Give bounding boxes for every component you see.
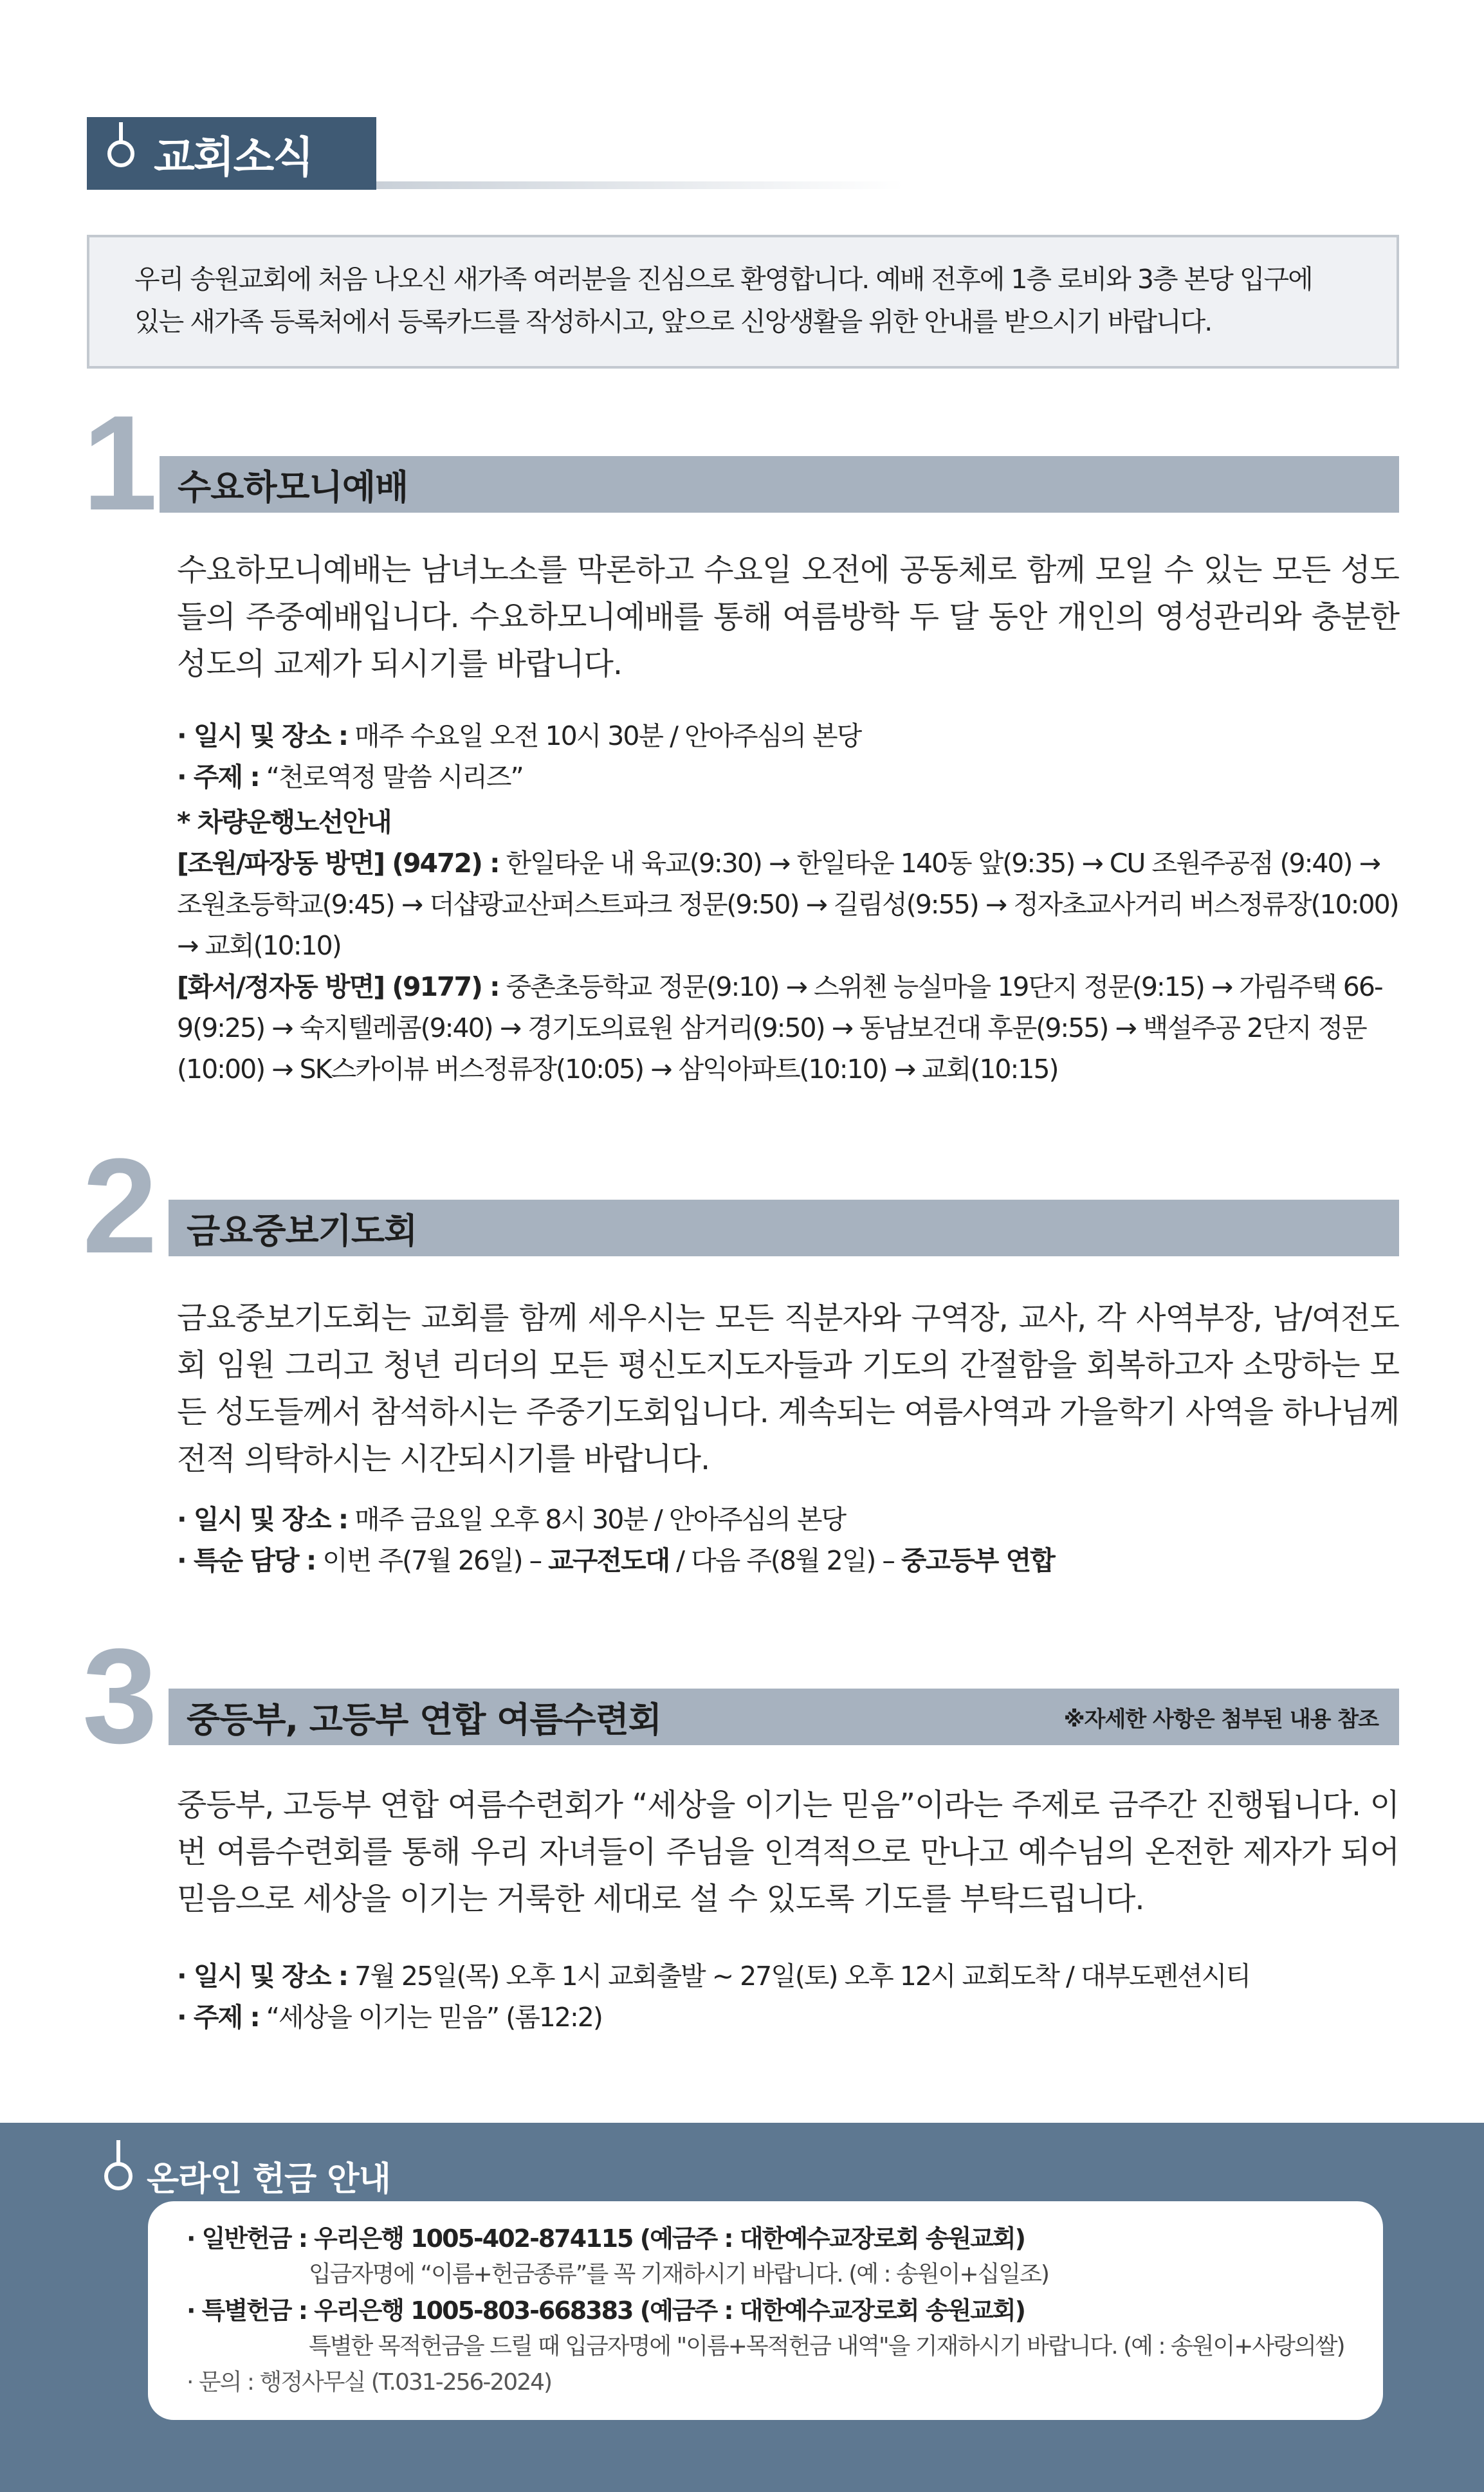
section-details-1	[177, 715, 1399, 1090]
schedule-line	[177, 715, 1399, 756]
route-1-value: 한일타운 내 육교(9:30) → 한일타운 140동 앞(9:35) → CU 조원주공점 (9:40) → 조원초등학교(9:45) → 더샵광교산퍼스트파크 정문(9:50) → 길림성(9:55) → 정자초교사거리 버스정류장(10:00) → 교회(10:10)	[177, 848, 1398, 961]
special-offering-note: 특별한 목적헌금을 드릴 때 입금자명에 "이름+목적헌금 내역"을 기재하시기 바랍니다. (예 : 송원이+사랑의쌀)	[309, 2333, 1344, 2359]
welcome-box	[87, 235, 1399, 369]
duty-value-1: 이번 주(7월 26일) –	[315, 1545, 549, 1576]
section-title-1: 수요하모니예배	[178, 466, 408, 508]
schedule-label: · 일시 및 장소 :	[177, 720, 348, 751]
welcome-line-1: 우리 송원교회에 처음 나오신 새가족 여러분을 진심으로 환영합니다. 예배 전후에 1층 로비와 3층 본당 입구에	[134, 264, 1312, 295]
offering-footer	[0, 2123, 1484, 2492]
route-1	[177, 843, 1399, 966]
schedule-value: 매주 수요일 오전 10시 30분 / 안아주심의 본당	[347, 720, 861, 751]
route-1-label: [조원/파장동 방면] (9472) :	[177, 848, 499, 879]
footer-header	[104, 2152, 390, 2200]
section-bar-3	[169, 1689, 1399, 1745]
schedule-value: 매주 금요일 오후 8시 30분 / 안아주심의 본당	[347, 1504, 846, 1535]
header-underline-dark	[87, 186, 376, 190]
theme-label: · 주제 :	[177, 2002, 259, 2033]
offering-info-box	[148, 2201, 1383, 2420]
schedule-label: · 일시 및 장소 :	[177, 1961, 348, 1992]
theme-value: “세상을 이기는 믿음” (롬12:2)	[259, 2002, 602, 2033]
section-note-3: ※자세한 사항은 첨부된 내용 참조	[1063, 1706, 1379, 1732]
general-offering	[187, 2221, 1344, 2257]
pin-circle-icon	[104, 2162, 133, 2190]
special-offering-account: · 특별헌금 : 우리은행 1005-803-668383 (예금주 : 대한예수교장로회 송원교회)	[187, 2296, 1025, 2325]
bus-heading-text: * 차량운행노선안내	[177, 807, 391, 838]
schedule-line	[177, 1956, 1399, 1997]
section-header	[87, 117, 376, 190]
section-number-3: 3	[82, 1620, 158, 1772]
theme-line	[177, 1997, 1399, 2038]
section-details-3	[177, 1956, 1399, 2038]
bus-heading	[177, 802, 1399, 843]
theme-value: “천로역정 말씀 시리즈”	[259, 762, 523, 792]
section-bar-1	[160, 456, 1399, 513]
duty-line	[177, 1540, 1399, 1581]
general-offering-note: 입금자명에 “이름+헌금종류”를 꼭 기재하시기 바랍니다. (예 : 송원이+십일조)	[309, 2261, 1049, 2287]
schedule-line	[177, 1499, 1399, 1540]
section-body-3: 중등부, 고등부 연합 여름수련회가 “세상을 이기는 믿음”이라는 주제로 금주간 진행됩니다. 이번 여름수련회를 통해 우리 자녀들이 주님을 인격적으로 만나고 예수님의 온전한 제자가 되어 믿음으로 세상을 이기는 거룩한 세대로 설 수 있도록 기도를 부탁드립니다.	[177, 1787, 1399, 1917]
section-bar-2	[169, 1200, 1399, 1256]
duty-team-2: 중고등부 연합	[901, 1545, 1054, 1576]
schedule-value: 7월 25일(목) 오후 1시 교회출발 ~ 27일(토) 오후 12시 교회도착 / 대부도펜션시티	[347, 1961, 1250, 1992]
section-details-2	[177, 1499, 1399, 1581]
pin-circle-icon	[107, 140, 134, 167]
section-body-1: 수요하모니예배는 남녀노소를 막론하고 수요일 오전에 공동체로 함께 모일 수 있는 모든 성도들의 주중예배입니다. 수요하모니예배를 통해 여름방학 두 달 동안 개인의 영성관리와 충분한 성도의 교제가 되시기를 바랍니다.	[177, 552, 1399, 682]
route-2-label: [화서/정자동 방면] (9177) :	[177, 971, 499, 1002]
duty-label: · 특순 담당 :	[177, 1545, 316, 1576]
section-title-3: 중등부, 고등부 연합 여름수련회	[187, 1699, 662, 1740]
theme-line	[177, 756, 1399, 798]
route-2-value: 중촌초등학교 정문(9:10) → 스위첸 능실마을 19단지 정문(9:15) → 가림주택 66-9(9:25) → 숙지텔레콤(9:40) → 경기도의료원 삼거리(9:50) → 동남보건대 후문(9:55) → 백설주공 2단지 정문(10:00) → SK스카이뷰 버스정류장(10:05) → 삼익아파트(10:10) → 교회(10:15)	[177, 971, 1382, 1085]
page-title: 교회소식	[154, 133, 313, 182]
route-2	[177, 966, 1399, 1090]
general-offering-account: · 일반헌금 : 우리은행 1005-402-874115 (예금주 : 대한예수교장로회 송원교회)	[187, 2224, 1025, 2253]
theme-label: · 주제 :	[177, 762, 259, 792]
duty-value-2: / 다음 주(8월 2일) –	[669, 1545, 901, 1576]
special-offering	[187, 2293, 1344, 2329]
header-underline	[376, 181, 904, 189]
section-body-2: 금요중보기도회는 교회를 함께 세우시는 모든 직분자와 구역장, 교사, 각 사역부장, 남/여전도회 임원 그리고 청년 리더의 모든 평신도지도자들과 기도의 간절함을 회복하고자 소망하는 모든 성도들께서 참석하시는 주중기도회입니다. 계속되는 여름사역과 가을학기 사역을 하나님께 전적 의탁하시는 시간되시기를 바랍니다.	[177, 1300, 1399, 1477]
duty-team-1: 교구전도대	[548, 1545, 670, 1576]
schedule-label: · 일시 및 장소 :	[177, 1504, 348, 1535]
section-title-2: 금요중보기도회	[187, 1210, 417, 1251]
section-number-1: 1	[82, 387, 158, 538]
contact-info: · 문의 : 행정사무실 (T.031-256-2024)	[187, 2369, 552, 2396]
welcome-line-2: 있는 새가족 등록처에서 등록카드를 작성하시고, 앞으로 신앙생활을 위한 안내를 받으시기 바랍니다.	[134, 306, 1212, 337]
section-number-2: 2	[82, 1130, 158, 1281]
footer-title: 온라인 헌금 안내	[147, 2160, 390, 2199]
